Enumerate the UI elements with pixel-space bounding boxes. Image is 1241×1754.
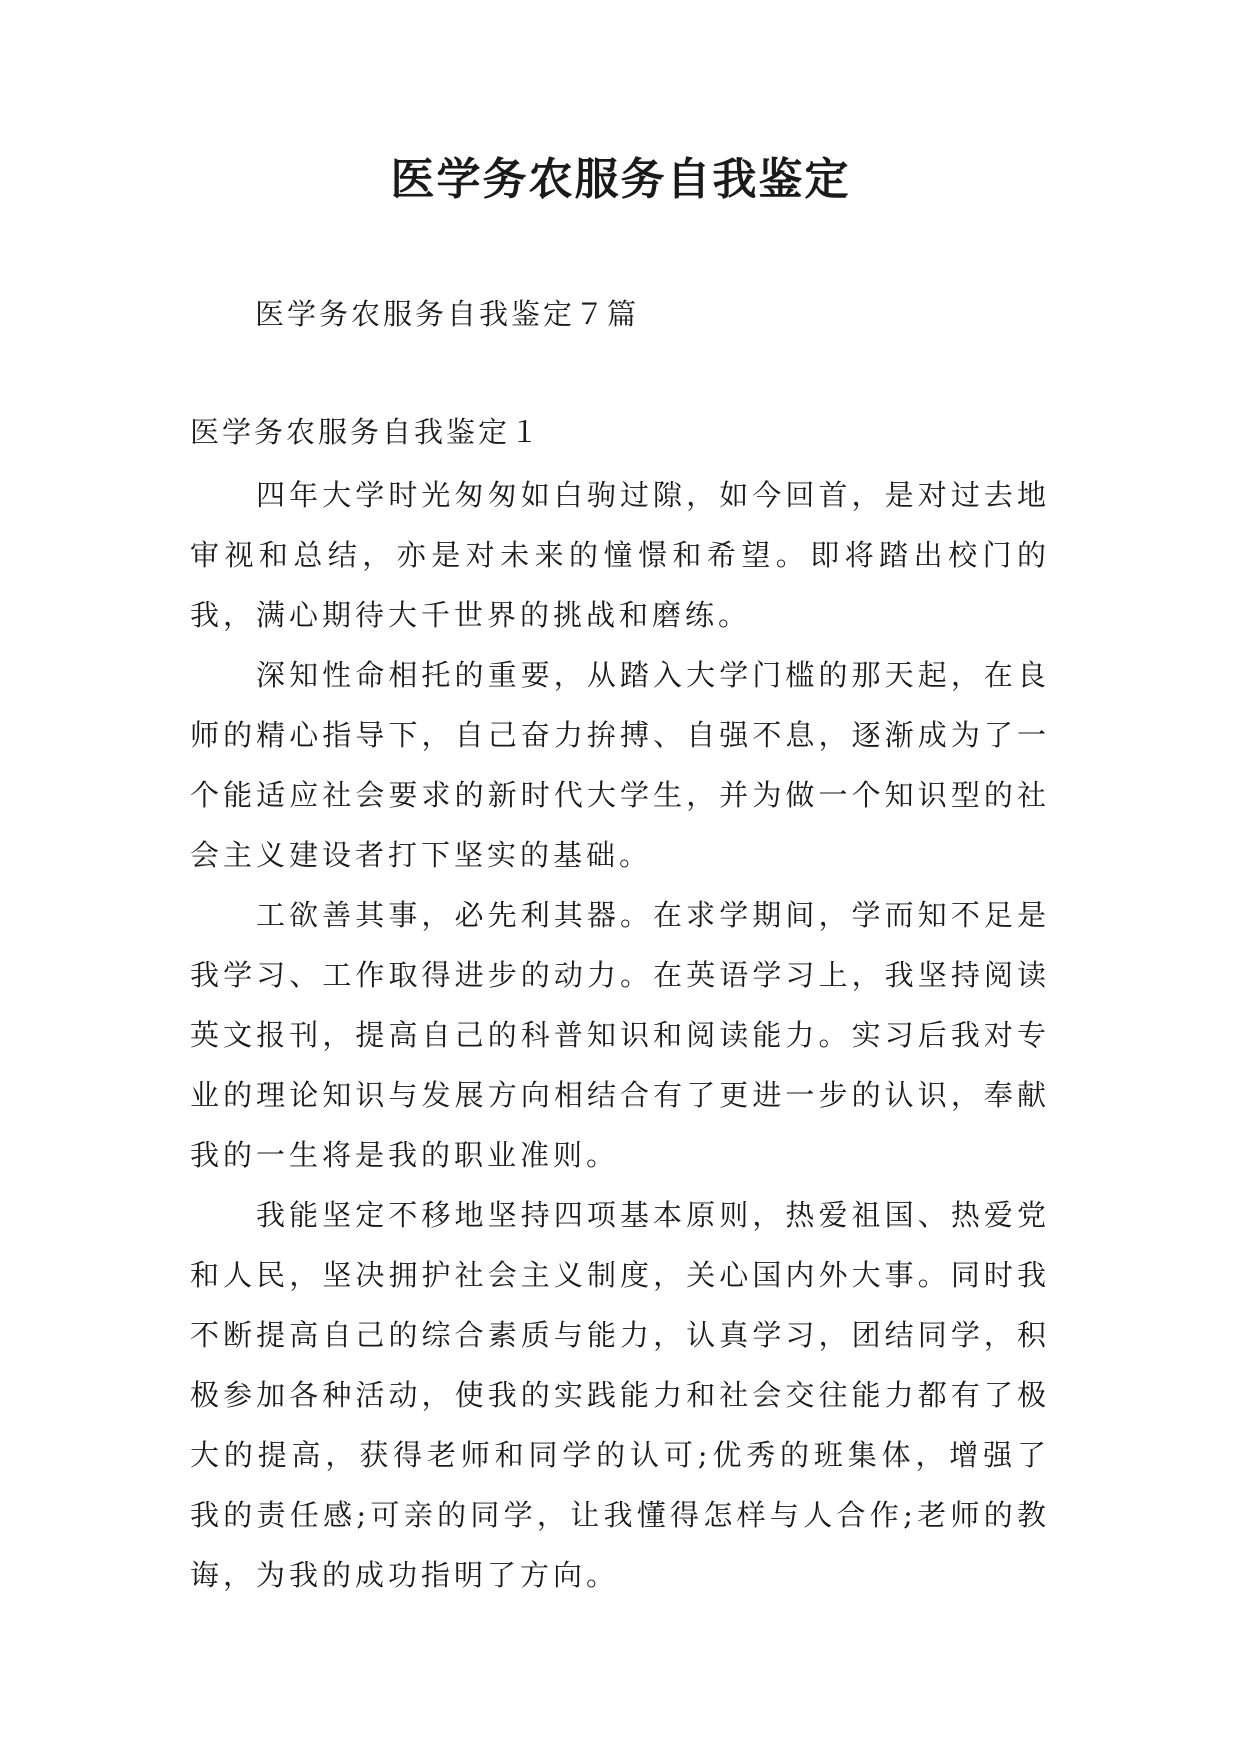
document-subtitle: 医学务农服务自我鉴定７篇 — [255, 297, 640, 331]
body-paragraph-1: 四年大学时光匆匆如白驹过隙，如今回首，是对过去地审视和总结，亦是对未来的憧憬和希望。即将踏出校门的我，满心期待大千世界的挑战和磨练。 — [190, 478, 1050, 632]
document-body — [190, 465, 1050, 1605]
body-paragraph-3: 工欲善其事，必先利其器。在求学期间，学而知不足是我学习、工作取得进步的动力。在英语学习上，我坚持阅读英文报刊，提高自己的科普知识和阅读能力。实习后我对专业的理论知识与发展方向相结合有了更进一步的认识，奉献我的一生将是我的职业准则。 — [190, 898, 1050, 1172]
body-paragraph-4: 我能坚定不移地坚持四项基本原则，热爱祖国、热爱党和人民，坚决拥护社会主义制度，关心国内外大事。同时我不断提高自己的综合素质与能力，认真学习，团结同学，积极参加各种活动，使我的实践能力和社会交往能力都有了极大的提高，获得老师和同学的认可;优秀的班集体，增强了我的责任感;可亲的同学，让我懂得怎样与人合作;老师的教诲，为我的成功指明了方向。 — [190, 1198, 1050, 1592]
section-heading: 医学务农服务自我鉴定１ — [190, 415, 543, 449]
body-paragraph-2: 深知性命相托的重要，从踏入大学门槛的那天起，在良师的精心指导下，自己奋力拚搏、自强不息，逐渐成为了一个能适应社会要求的新时代大学生，并为做一个知识型的社会主义建设者打下坚实的基础。 — [190, 658, 1050, 872]
document-title: 医学务农服务自我鉴定 — [390, 154, 851, 205]
